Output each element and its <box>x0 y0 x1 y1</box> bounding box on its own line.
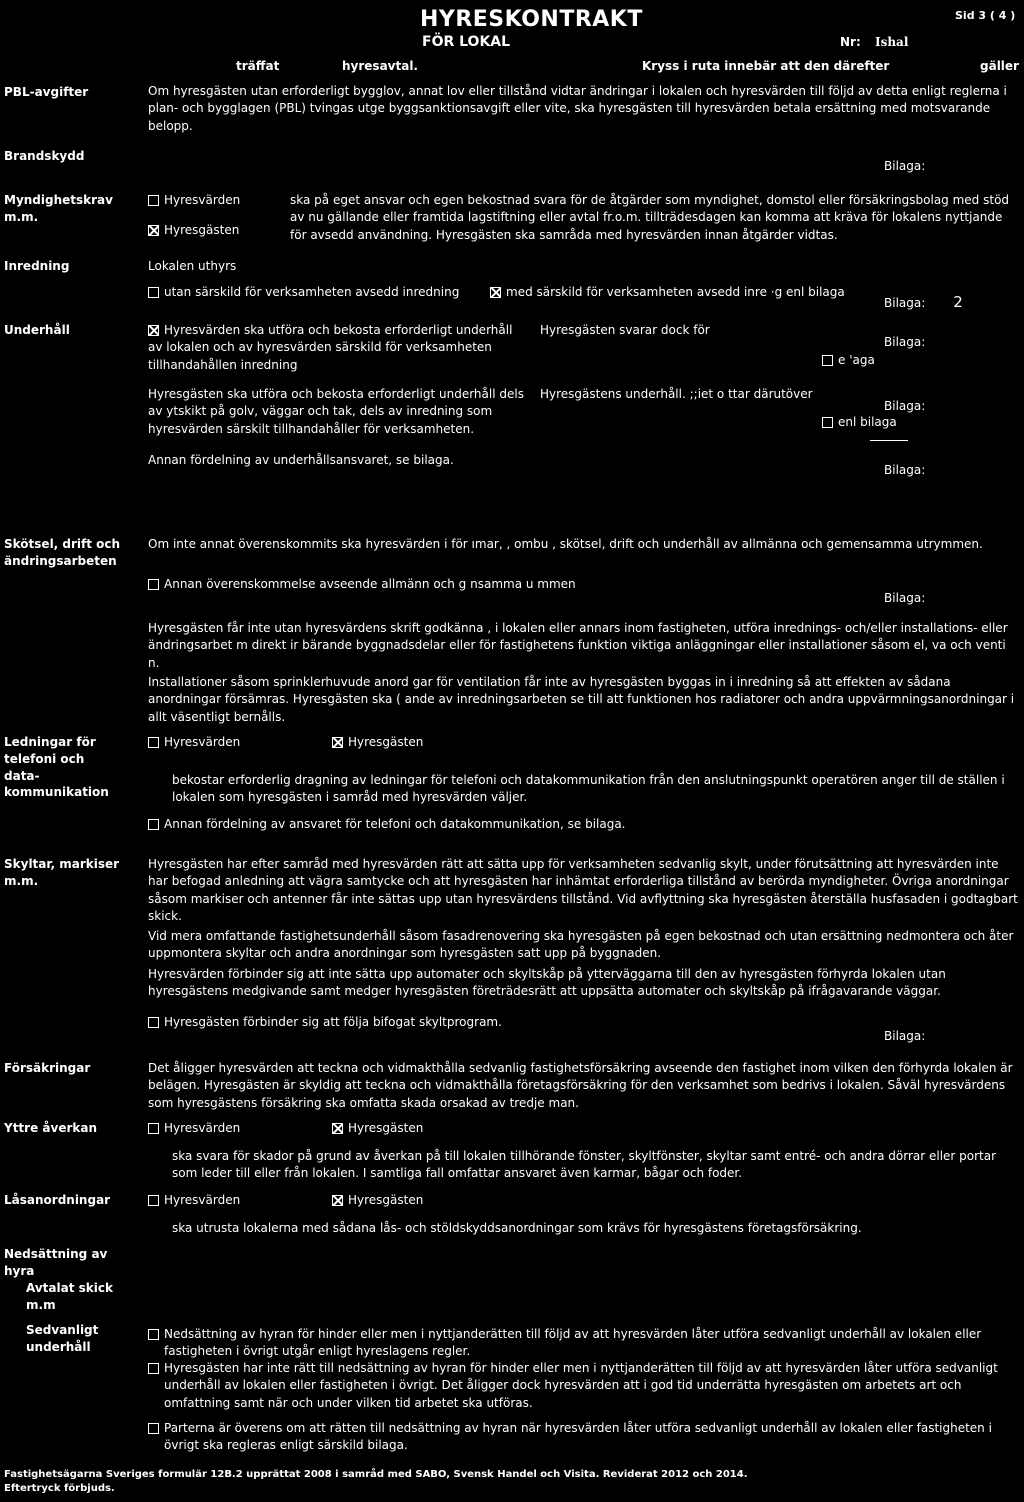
checkbox-ledningar-hyresvarden[interactable] <box>148 737 159 748</box>
inredning-option-utan[interactable]: utan särskild för verksamheten avsedd inredning <box>148 284 459 301</box>
ledningar-option-hyresgasten[interactable]: Hyresgästen <box>332 734 423 751</box>
skotsel-installation-text: Installationer såsom sprinklerhuvude anord gar för ventilation får inte av hyresgästen byggas in i inredning så att effekten av sådana anordningar försämras. Hyresgästen ska ( ande av inredningsarbeten se till att funktionen hos radiatorer och andra uppvärmningsanordningar i allt väsentligt bernålls. <box>148 675 1015 724</box>
inredning-bilaga-value: 2 <box>953 293 963 311</box>
section-label-skyltar: Skyltar, markiser m.m. <box>4 857 120 888</box>
section-label-inredning: Inredning <box>4 259 70 273</box>
section-sublabel-avtalat-skick: Avtalat skick m.m <box>26 1281 113 1312</box>
ledningar-option-hyresvarden[interactable]: Hyresvärden <box>148 734 240 751</box>
checkbox-underhall-box-1[interactable] <box>822 355 833 366</box>
top-text-d: gäller <box>980 59 1019 73</box>
document-subtitle: FÖR LOKAL <box>422 34 511 50</box>
section-label-skotsel: Skötsel, drift och ändringsarbeten <box>4 537 121 568</box>
checkbox-inredning-utan[interactable] <box>148 287 159 298</box>
checkbox-las-hyresgasten[interactable] <box>332 1195 343 1206</box>
myndighet-text: ska på eget ansvar och egen bekostnad svara för de åtgärder som myndighet, domstol eller försäkringsbolag med stöd av nu gällande eller framtida lagstiftning eller avtal fr.o.m. tillträdesdagen kan komma att kräva för lokalens nyttjande för avsedd användning. Hyresgästen ska samråda med hyresvärden innan åtgärder vidtas. <box>290 193 1010 242</box>
underhall-bilaga-3: Bilaga: <box>884 463 926 477</box>
skyltar-text-2: Vid mera omfattande fastighetsunderhåll såsom fasadrenovering ska hyresgästen på egen bekostnad och utan ersättning nedmontera och åter uppmontera skyltar och andra anordningar som hyresgästen satt upp på byggnaden. <box>148 929 1014 961</box>
underhall-bilaga-1: Bilaga: <box>884 335 926 349</box>
checkbox-ledningar-annan[interactable] <box>148 819 159 830</box>
skotsel-text: Om inte annat överenskommits ska hyresvärden i för ımar, , ombu , skötsel, drift och underhåll av allmänna och gemensamma utrymmen. <box>148 537 983 551</box>
section-label-forsakringar: Försäkringar <box>4 1061 91 1075</box>
section-sublabel-sedvanligt-underhall: Sedvanligt underhåll <box>26 1323 99 1354</box>
underhall-bilaga-2: Bilaga: <box>884 399 926 413</box>
skyltar-bilaga: Bilaga: <box>884 1029 926 1043</box>
underhall-box-1[interactable]: e 'aga <box>822 352 875 369</box>
top-text-a: träffat <box>236 59 280 73</box>
underhall-right-2: Hyresgästens underhåll. ;;iet o ttar därutöver <box>540 387 813 401</box>
nr-value: Ishal <box>874 35 909 49</box>
checkbox-inredning-med[interactable] <box>490 287 501 298</box>
footer-line-1: Fastighetsägarna Sveriges formulär 12B.2 upprättat 2008 i samråd med SABO, Svensk Handel och Visita. Reviderat 2012 och 2014. <box>4 1469 748 1480</box>
checkbox-nedsattning-3[interactable] <box>148 1423 159 1434</box>
section-label-underhall: Underhåll <box>4 323 70 337</box>
underhall-box-2[interactable]: enl bilaga <box>822 414 897 431</box>
divider-dash <box>870 440 908 441</box>
top-text-b: hyresavtal. <box>342 59 418 73</box>
section-label-lasanordningar: Låsanordningar <box>4 1193 111 1207</box>
skyltar-text-1: Hyresgästen har efter samråd med hyresvärden rätt att sätta upp för verksamheten sedvanlig skylt, under förutsättning att hyresvärden inte har befogad anledning att vägra samtycke och att hyresgästen har inhämtat erforderliga tillstånd av berörda myndigheter. Övriga anordningar såsom markiser och antenner får inte sättas upp utan hyresvärdens tillstånd. Vid avflyttning ska hyresgästen återställa husfasaden i godtagbart skick. <box>148 857 1018 924</box>
checkbox-myndighet-hyresvarden[interactable] <box>148 195 159 206</box>
ledningar-option-annan[interactable]: Annan fördelning av ansvaret för telefoni och datakommunikation, se bilaga. <box>148 816 626 833</box>
yttre-option-hyresvarden[interactable]: Hyresvärden <box>148 1120 240 1137</box>
page-number: Sid 3 ( 4 ) <box>955 9 1016 22</box>
section-label-nedsattning: Nedsättning av hyra <box>4 1247 108 1278</box>
checkbox-yttre-hyresgasten[interactable] <box>332 1123 343 1134</box>
checkbox-las-hyresvarden[interactable] <box>148 1195 159 1206</box>
nedsattning-option-2[interactable]: Hyresgästen har inte rätt till nedsättning av hyran för hinder eller men i nyttjanderätten till följd av att hyresvärden låter utföra sedvanligt underhåll av lokalen eller fastigheten i övrigt. Det åligger dock hyresvärden att i god tid underrätta hyresgästen om arbetets art och omfattning samt när och under vilken tid arbetet ska utföras. <box>148 1360 1024 1412</box>
nedsattning-option-1[interactable]: Nedsättning av hyran för hinder eller men i nyttjanderätten till följd av att hyresvärden låter utföra sedvanligt underhåll av lokalen eller fastigheten i övrigt utgår enligt hyreslagens regler. <box>148 1326 1024 1361</box>
checkbox-skotsel-annan[interactable] <box>148 579 159 590</box>
yttre-text: ska svara för skador på grund av åverkan på till lokalen tillhörande fönster, skyltfönster, skyltar samt entré- och andra dörrar eller portar som leder till eller från lokalen. I samtliga fall omfattar ansvaret även karmar, bågar och foder. <box>172 1149 997 1181</box>
myndighet-option-hyresgasten[interactable]: Hyresgästen <box>148 222 239 239</box>
checkbox-underhall-box-2[interactable] <box>822 417 833 428</box>
section-label-yttre-averkan: Yttre åverkan <box>4 1121 97 1135</box>
underhall-right-1: Hyresgästen svarar dock för <box>540 323 710 337</box>
skyltar-option-skyltprogram[interactable]: Hyresgästen förbinder sig att följa bifogat skyltprogram. <box>148 1014 502 1031</box>
top-text-c: Kryss i ruta innebär att den därefter <box>642 59 890 73</box>
section-label-pbl: PBL-avgifter <box>4 85 89 99</box>
las-option-hyresgasten[interactable]: Hyresgästen <box>332 1192 423 1209</box>
underhall-hyresgasten-text: Hyresgästen ska utföra och bekosta erforderligt underhåll dels av ytskikt på golv, väggar och tak, dels av inredning som hyresvärden särskilt tillhandahåller för verksamheten. <box>148 387 524 436</box>
section-label-brandskydd: Brandskydd <box>4 149 85 163</box>
skotsel-option-annan[interactable]: Annan överenskommelse avseende allmänn och g nsamma u mmen <box>148 576 576 593</box>
section-label-ledningar: Ledningar för telefoni och data-kommunikation <box>4 735 109 800</box>
inredning-option-med[interactable]: med särskild för verksamheten avsedd inre ·g enl bilaga <box>490 284 845 301</box>
checkbox-skyltprogram[interactable] <box>148 1017 159 1028</box>
brandskydd-bilaga: Bilaga: <box>884 159 926 173</box>
inredning-bilaga: Bilaga: 2 <box>884 293 963 311</box>
ledningar-text: bekostar erforderlig dragning av ledningar för telefoni och datakommunikation från den anslutningspunkt operatören anger till de ställen i lokalen som hyresgästen i samråd med hyresvärden väljer. <box>172 773 1005 805</box>
document-title: HYRESKONTRAKT <box>420 7 643 32</box>
contract-number <box>840 34 908 51</box>
forsakring-text: Det åligger hyresvärden att teckna och vidmakthålla sedvanlig fastighetsförsäkring avseende den fastighet inom vilken den förhyrda lokalen är belägen. Hyresgästen är skyldig att teckna och vidmakthålla företagsförsäkring för den verksamhet som bedrivs i lokalen. Såväl hyresvärdens som hyresgästens försäkring ska omfatta skada orsakad av tredje man. <box>148 1061 1013 1110</box>
nr-label: Nr: <box>840 35 861 49</box>
inredning-intro: Lokalen uthyrs <box>148 259 237 273</box>
checkbox-ledningar-hyresgasten[interactable] <box>332 737 343 748</box>
footer <box>4 1468 748 1496</box>
checkbox-nedsattning-2[interactable] <box>148 1363 159 1374</box>
nedsattning-option-3[interactable]: Parterna är överens om att rätten till nedsättning av hyran när hyresvärden låter utföra sedvanligt underhåll av lokalen eller fastigheten i övrigt ska regleras enligt särskild bilaga. <box>148 1420 1024 1455</box>
underhall-annan-text: Annan fördelning av underhållsansvaret, se bilaga. <box>148 453 454 467</box>
checkbox-nedsattning-1[interactable] <box>148 1329 159 1340</box>
checkbox-myndighet-hyresgasten[interactable] <box>148 225 159 236</box>
las-option-hyresvarden[interactable]: Hyresvärden <box>148 1192 240 1209</box>
skyltar-text-3: Hyresvärden förbinder sig att inte sätta upp automater och skyltskåp på ytterväggarna till den av hyresgästen förhyrda lokalen utan hyresgästens medgivande samt medger hyresgästen företrädesrätt att uppsätta automater och skyltskåp på ifrågavarande väggar. <box>148 967 946 999</box>
myndighet-option-hyresvarden[interactable]: Hyresvärden <box>148 192 240 209</box>
checkbox-underhall-hyresvarden[interactable] <box>148 325 159 336</box>
skotsel-bilaga: Bilaga: <box>884 591 926 605</box>
yttre-option-hyresgasten[interactable]: Hyresgästen <box>332 1120 423 1137</box>
skotsel-andring-text: Hyresgästen får inte utan hyresvärdens skrift godkänna , i lokalen eller annars inom fastigheten, utföra inrednings- och/eller installations- eller ändringsarbet m direkt ir bärande byggnadsdelar eller för fastighetens funktion viktiga anläggningar eller installationer såsom el, va och venti n. <box>148 621 1008 670</box>
underhall-option-hyresvarden[interactable]: Hyresvärden ska utföra och bekosta erforderligt underhåll av lokalen och av hyresvärden särskild för verksamheten tillhandahållen inredning <box>148 323 513 372</box>
checkbox-yttre-hyresvarden[interactable] <box>148 1123 159 1134</box>
pbl-text: Om hyresgästen utan erforderligt bygglov, annat lov eller tillstånd vidtar ändringar i lokalen och hyresvärden till följd av detta enligt reglerna i plan- och bygglagen (PBL) tvingas utge byggsanktionsavgift eller vite, ska hyresgästen till hyresvärden betala ersättning med motsvarande belopp. <box>148 84 1007 133</box>
section-label-myndighetskrav: Myndighetskrav m.m. <box>4 193 113 224</box>
footer-line-2: Eftertryck förbjuds. <box>4 1483 115 1494</box>
las-text: ska utrusta lokalerna med sådana lås- och stöldskyddsanordningar som krävs för hyresgästens företagsförsäkring. <box>172 1221 862 1235</box>
